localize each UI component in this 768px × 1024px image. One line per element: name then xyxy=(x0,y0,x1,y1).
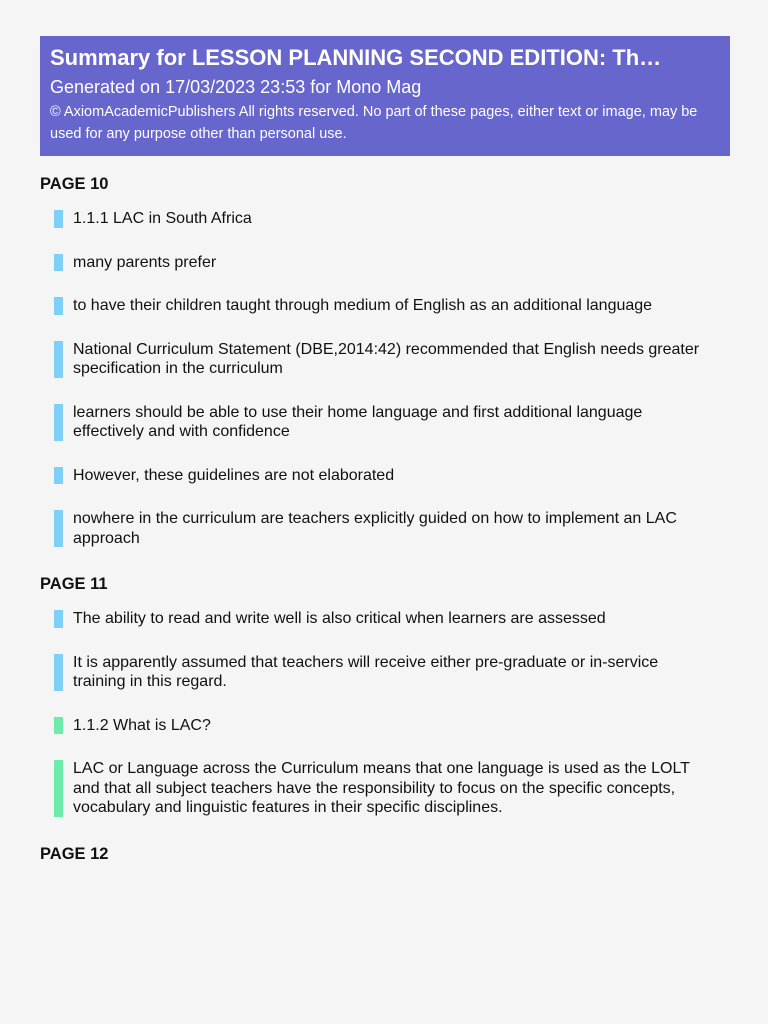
highlight-text: 1.1.2 What is LAC? xyxy=(73,716,211,734)
highlight-text: However, these guidelines are not elaborated xyxy=(73,466,395,484)
highlight-item xyxy=(40,466,730,486)
highlight-text: to have their children taught through medium of English as an additional language xyxy=(73,297,653,314)
highlight-list xyxy=(40,209,730,548)
summary-content xyxy=(40,172,730,879)
highlight-color-bar xyxy=(54,297,63,315)
highlight-text: 1.1.1 LAC in South Africa xyxy=(73,210,252,227)
page-heading: PAGE 10 xyxy=(40,175,109,193)
highlight-color-bar xyxy=(54,717,63,735)
highlight-color-bar xyxy=(54,654,63,691)
highlight-text: LAC or Language across the Curriculum means that one language is used as the LOLT and that all subject teachers have the responsibility to focus on the specific concepts, vocabulary and linguistic features in their specific disciplines. xyxy=(73,760,690,816)
highlight-item xyxy=(40,209,730,229)
highlight-color-bar xyxy=(54,341,63,378)
highlight-color-bar xyxy=(54,510,63,547)
highlight-text: It is apparently assumed that teachers will receive either pre-graduate or in-service training in this regard. xyxy=(73,653,659,690)
highlight-color-bar xyxy=(54,610,63,628)
highlight-item xyxy=(40,340,730,379)
summary-title: Summary for LESSON PLANNING SECOND EDITION: Th… xyxy=(50,45,662,70)
highlight-text: National Curriculum Statement (DBE,2014:42) recommended that English needs greater specification in the curriculum xyxy=(73,340,700,377)
highlight-item xyxy=(40,759,730,818)
highlight-color-bar xyxy=(54,760,63,817)
highlight-item xyxy=(40,609,730,629)
highlight-text: learners should be able to use their home language and first additional language effectively and with confidence xyxy=(73,403,643,440)
highlight-color-bar xyxy=(54,210,63,228)
highlight-list xyxy=(40,609,730,818)
highlight-item xyxy=(40,716,730,736)
page-section-10 xyxy=(40,172,730,548)
highlight-item xyxy=(40,403,730,442)
highlight-text: The ability to read and write well is also critical when learners are assessed xyxy=(73,610,606,627)
highlight-item xyxy=(40,509,730,548)
page-heading: PAGE 12 xyxy=(40,844,109,863)
highlight-color-bar xyxy=(54,404,63,441)
summary-header xyxy=(40,36,730,156)
page-heading: PAGE 11 xyxy=(40,575,108,593)
page-section-12 xyxy=(40,842,730,866)
highlight-text: nowhere in the curriculum are teachers explicitly guided on how to implement an LAC approach xyxy=(73,510,677,547)
copyright-notice: © AxiomAcademicPublishers All rights reserved. No part of these pages, either text or image, may be used for any purpose other than personal use. xyxy=(50,104,698,142)
highlight-item xyxy=(40,253,730,273)
highlight-color-bar xyxy=(54,254,63,272)
highlight-text: many parents prefer xyxy=(73,253,217,271)
generated-info: Generated on 17/03/2023 23:53 for Mono Mag xyxy=(50,77,422,97)
highlight-item xyxy=(40,653,730,692)
page-section-11 xyxy=(40,572,730,818)
highlight-color-bar xyxy=(54,467,63,485)
highlight-item xyxy=(40,296,730,316)
